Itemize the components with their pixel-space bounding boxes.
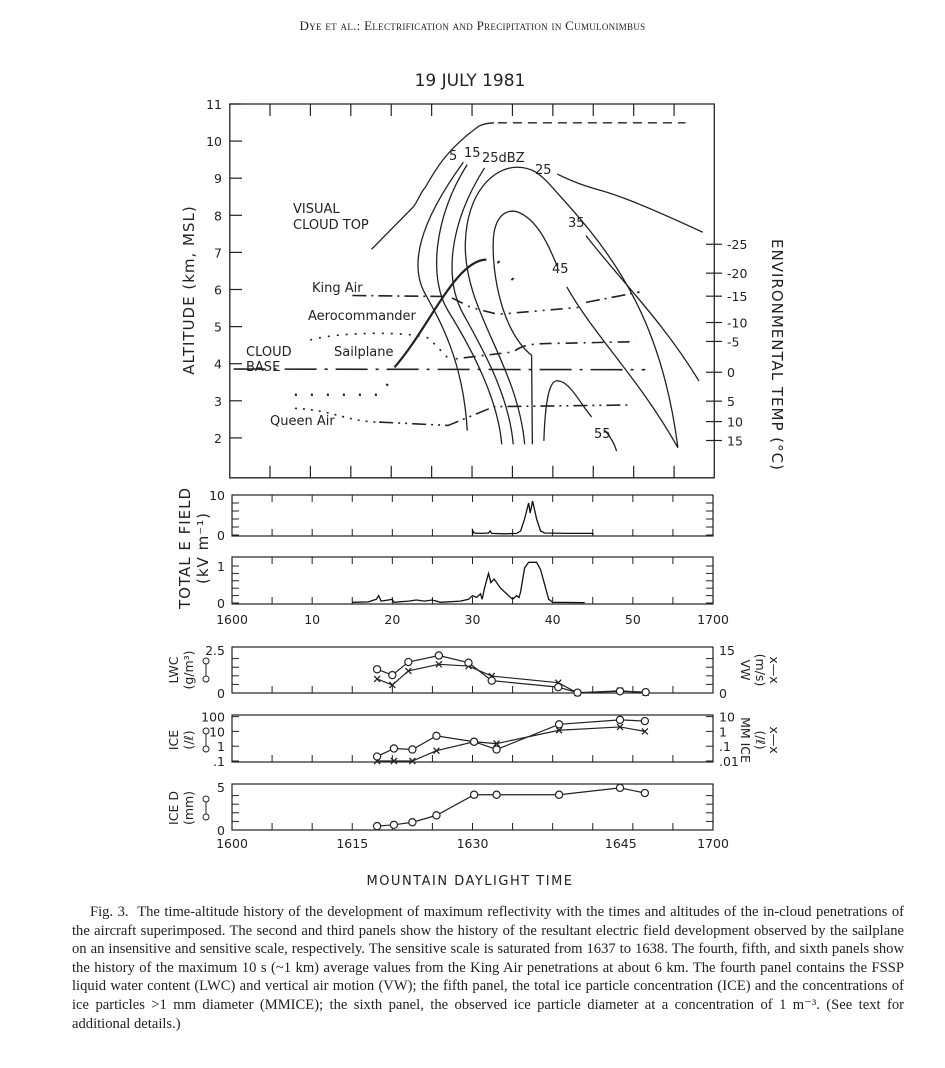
label-aerocommander: Aerocommander — [308, 309, 416, 324]
figure-caption — [72, 903, 904, 1033]
temp-tick-label: -25 — [727, 237, 748, 253]
iced-point — [493, 791, 500, 798]
altitude-tick-label: 2 — [214, 430, 222, 446]
label-cloud: CLOUD — [246, 345, 292, 360]
efield-axis-unit: (kV m⁻¹) — [194, 512, 212, 584]
sailplane-descent — [498, 261, 525, 293]
altitude-tick-label: 5 — [214, 319, 222, 335]
lwc-point — [616, 688, 623, 695]
efield-tick-label: 0 — [217, 596, 225, 611]
iced-point — [390, 821, 397, 828]
temp-axis-label: ENVIRONMENTAL TEMP (°C) — [768, 239, 786, 471]
caption-text: The time-altitude history of the development of maximum reflectivity with the times and altitudes of the in-cloud penetrations of the aircraft superimposed. The second and third panels show the history of the resultant electric field development observed by the sailplane on an insensitive and sensitive scale, respectively. The sensitive scale is saturated from 1637 to 1638. The fourth, fifth, and sixth panels show the history of the maximum 10 s (~1 km) average values from the King Air penetrations at about 6 km. The fourth panel contains the FSSP liquid water content (LWC) and vertical air motion (VW); the fifth panel, the total ice particle concentration (ICE) and the concentrations of ice particles >1 mm diameter (MMICE); the sixth panel, the observed ice particle diameter at a concentration of 1 m⁻³. (See text for additional details.) — [72, 904, 904, 1032]
contour-label-25dbz: 25dBZ — [482, 151, 525, 166]
efield-tick-label: 1 — [217, 559, 225, 574]
mmice-tick-label: .01 — [719, 754, 739, 769]
lwc-right-unit: (m/s) — [753, 653, 768, 687]
ice-point — [374, 753, 381, 760]
caption-figure-number: Fig. 3. — [90, 904, 129, 920]
ice-symbol-circle-icon — [203, 728, 209, 734]
temp-tick-label: -20 — [727, 266, 748, 282]
ice-point — [390, 745, 397, 752]
lwc-right-label: VW — [738, 659, 753, 681]
contour-label-45: 45 — [552, 262, 569, 277]
lwc-right-symbol: x—x — [767, 656, 782, 684]
lwc-tick-label: 0 — [217, 686, 225, 701]
efield-time-label: 40 — [544, 612, 561, 627]
lwc-unit: (g/m³) — [181, 650, 196, 690]
efield-insensitive-series — [473, 501, 593, 535]
efield-time-label: 50 — [624, 612, 641, 627]
contour-15 — [437, 165, 502, 445]
time-axis-label: MOUNTAIN DAYLIGHT TIME — [366, 874, 574, 889]
lwc-point — [374, 666, 381, 673]
temp-tick-label: 0 — [727, 365, 735, 381]
ice-point — [471, 738, 478, 745]
contour-45 — [493, 211, 678, 447]
lwc-point — [465, 659, 472, 666]
temp-tick-label: 5 — [727, 394, 735, 410]
ice-right-symbol: x—x — [767, 726, 782, 754]
ice-tick-label: 10 — [209, 724, 225, 740]
iced-tick-label: 0 — [217, 823, 225, 838]
ice-point — [616, 716, 623, 723]
iced-point — [641, 789, 648, 796]
iced-point — [471, 791, 478, 798]
contour-label-25: 25 — [535, 163, 552, 178]
altitude-tick-label: 10 — [206, 134, 222, 150]
lwc-point — [389, 672, 396, 679]
queen-air-track-2 — [379, 405, 632, 426]
ice-tick-label: 1 — [217, 739, 225, 755]
efield-sensitive-frame — [232, 557, 713, 604]
altitude-tick-label: 3 — [214, 393, 222, 409]
low-dotted-track — [295, 376, 395, 395]
mmice-tick-label: 1 — [719, 724, 727, 740]
ice-label: ICE — [166, 729, 181, 751]
ice-point — [409, 746, 416, 753]
lwc-point — [488, 677, 495, 684]
iced-point — [409, 819, 416, 826]
temp-tick-label: 10 — [727, 414, 743, 430]
efield-time-label: 20 — [384, 612, 401, 627]
cloud-base-line — [234, 369, 646, 370]
ice-right-unit: (/ℓ) — [753, 730, 768, 750]
ice-symbol-circle-icon — [203, 746, 209, 752]
temp-tick-label: -5 — [727, 334, 740, 350]
aircraft-tracks — [234, 260, 646, 426]
ice-right-label: MM ICE — [738, 717, 753, 763]
lower-time-label: 1630 — [456, 836, 489, 851]
iced-symbol-circle-icon — [203, 814, 209, 820]
lwc-tick-label: 2.5 — [205, 643, 225, 658]
lwc-line — [377, 656, 646, 693]
iced-line — [377, 788, 645, 826]
vw-line — [377, 664, 646, 693]
ice-point — [641, 717, 648, 724]
contour-25dbz — [452, 168, 513, 444]
iced-symbol-circle-icon — [203, 796, 209, 802]
efield-time-label: 1600 — [216, 612, 248, 627]
efield-time-label: 1700 — [697, 612, 729, 627]
vw-tick-label: 0 — [719, 686, 727, 701]
ice-point — [493, 746, 500, 753]
lower-time-label: 1615 — [336, 836, 369, 851]
mmice-tick-label: .1 — [719, 739, 731, 755]
mmice-tick-label: 10 — [719, 709, 735, 725]
ice-point — [555, 721, 562, 728]
contour-label-15: 15 — [464, 146, 481, 161]
temp-tick-label: 15 — [727, 433, 743, 449]
iced-unit: (mm) — [181, 790, 196, 826]
lower-time-label: 1700 — [697, 836, 729, 851]
label-queen-air: Queen Air — [270, 414, 335, 429]
efield-time-label: 10 — [304, 612, 321, 627]
ice-unit: (/ℓ) — [181, 730, 196, 750]
lwc-point — [642, 689, 649, 696]
lwc-label: LWC — [166, 656, 181, 684]
lwc-point — [574, 689, 581, 696]
efield-sensitive-series — [352, 562, 584, 602]
iced-point — [555, 791, 562, 798]
ice-tick-label: .1 — [213, 754, 225, 769]
altitude-axis-label: ALTITUDE (km, MSL) — [180, 205, 198, 375]
label-cloud-top: CLOUD TOP — [293, 218, 369, 233]
iced-tick-label: 5 — [217, 780, 225, 795]
efield-tick-label: 0 — [217, 528, 225, 543]
contour-label-5: 5 — [449, 149, 458, 164]
king-air-track — [352, 292, 639, 302]
figure-title: 19 JULY 1981 — [414, 71, 526, 91]
label-base: BASE — [246, 360, 281, 375]
efield-tick-label: 10 — [209, 488, 225, 503]
contour-35 — [586, 236, 699, 381]
aerocommander-track-2 — [452, 298, 578, 314]
label-sailplane: Sailplane — [334, 345, 394, 360]
temp-tick-label: -10 — [727, 315, 748, 331]
label-king-air: King Air — [312, 281, 363, 296]
altitude-tick-label: 7 — [214, 245, 222, 261]
altitude-tick-label: 9 — [214, 171, 222, 187]
iced-point — [616, 784, 623, 791]
altitude-tick-label: 4 — [214, 356, 222, 372]
vw-tick-label: 15 — [719, 643, 735, 658]
lower-time-label: 1645 — [604, 836, 637, 851]
visual-cloud-top-line — [372, 123, 495, 250]
efield-time-label: 30 — [464, 612, 481, 627]
altitude-tick-label: 8 — [214, 208, 222, 224]
altitude-tick-label: 11 — [206, 97, 222, 112]
lwc-point — [435, 652, 442, 659]
efield-axis-label: TOTAL E FIELD — [176, 486, 194, 610]
iced-label: ICE D — [166, 791, 181, 825]
running-head: Dye et al.: Electrification and Precipitation in Cumulonimbus — [299, 18, 646, 33]
iced-point — [433, 812, 440, 819]
iced-point — [374, 823, 381, 830]
lwc-point — [405, 658, 412, 665]
lwc-symbol-circle-icon — [203, 658, 209, 664]
contour-label-55: 55 — [594, 427, 611, 442]
altitude-tick-label: 6 — [214, 282, 222, 298]
ice-tick-label: 100 — [201, 709, 225, 725]
ice-line — [377, 720, 645, 757]
contour-label-35: 35 — [568, 216, 585, 231]
lwc-point — [555, 684, 562, 691]
ice-point — [433, 732, 440, 739]
lwc-symbol-circle-icon — [203, 676, 209, 682]
label-visual: VISUAL — [293, 202, 340, 217]
lower-time-label: 1600 — [216, 836, 248, 851]
temp-tick-label: -15 — [727, 289, 748, 305]
vw-point — [374, 676, 380, 682]
